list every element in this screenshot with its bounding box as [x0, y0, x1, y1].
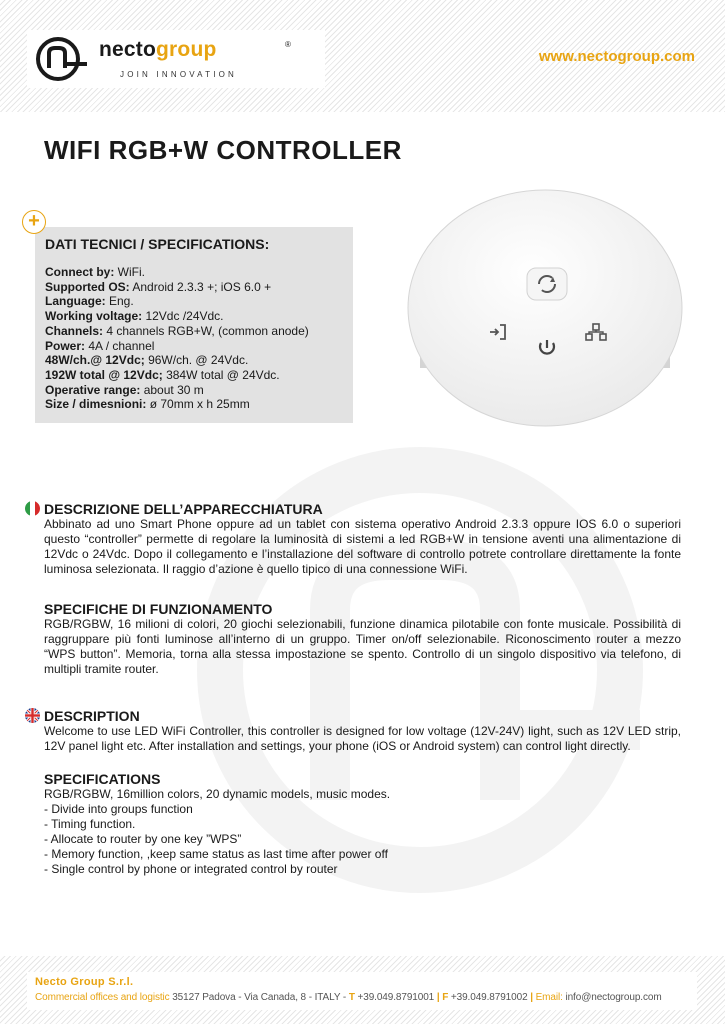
plus-badge-icon: +: [22, 210, 46, 234]
logo-name-part1: necto: [99, 38, 157, 61]
italian-description-section: [44, 501, 681, 577]
english-spec-bullets: [44, 802, 681, 877]
footer-address: 35127 Padova - Via Canada, 8 - ITALY -: [169, 992, 349, 1003]
footer-email-label: Email:: [532, 992, 563, 1003]
english-spec-heading: SPECIFICATIONS: [44, 771, 161, 787]
specs-list: [45, 265, 309, 412]
italian-spec-section: [44, 601, 681, 677]
logo: [27, 30, 325, 88]
spec-line: Operative range: about 30 m: [45, 382, 204, 397]
logo-tagline: JOIN INNOVATION: [120, 70, 238, 79]
footer-fax: +39.049.8791002: [448, 992, 531, 1003]
spec-line: Working voltage: 12Vdc /24Vdc.: [45, 309, 224, 324]
list-item: - Divide into groups function: [44, 802, 193, 816]
logo-name-part2: group: [156, 38, 217, 61]
registered-mark: ®: [285, 40, 291, 49]
uk-flag-icon: [25, 708, 40, 723]
page-title: WIFI RGB+W CONTROLLER: [44, 135, 402, 165]
english-description-section: [44, 708, 681, 754]
italian-spec-heading: SPECIFICHE DI FUNZIONAMENTO: [44, 601, 273, 617]
italian-description-text: Abbinato ad uno Smart Phone oppure ad un tablet con sistema operativo Android 2.3.3 oppure IOS 6.0 o superiori questo “controller” permette di regolare la luminosità di sistemi a led RGB+W in tensione aventi una alimentazione di 12Vdc o 24Vdc. Dopo il collegamento e l’installazione del software di controllo potrete controllare direttamente la fonte luminosa selezionata. Il raggio d’azione è quello tipico di una connessione WiFi.: [44, 517, 681, 576]
footer-company: Necto Group S.r.l.: [35, 976, 134, 988]
footer-offices-label: Commercial offices and logistic: [35, 992, 170, 1003]
list-item: - Timing function.: [44, 817, 136, 831]
list-item: - Memory function, ,keep same status as last time after power off: [44, 847, 388, 861]
controller-device-image: [400, 178, 690, 428]
logo-wordmark: [99, 38, 217, 62]
footer: [27, 972, 697, 1010]
spec-line: Size / dimesnioni: ø 70mm x h 25mm: [45, 397, 250, 412]
spec-line: Power: 4A / channel: [45, 338, 155, 353]
italy-flag-icon: [25, 501, 40, 516]
english-description-text: Welcome to use LED WiFi Controller, this controller is designed for low voltage (12V-24V) light, such as 12V LED strip, 12V panel light etc. After installation and settings, your phone (iOS or Android system) can control light directly.: [44, 724, 681, 753]
spec-line: Supported OS: Android 2.3.3 +; iOS 6.0 +: [45, 279, 272, 294]
footer-separator: |: [436, 992, 440, 1003]
spec-line: Channels: 4 channels RGB+W, (common anode): [45, 323, 309, 338]
specs-box: [35, 227, 353, 423]
website-link[interactable]: www.nectogroup.com: [538, 48, 695, 65]
spec-line: Connect by: WiFi.: [45, 265, 145, 279]
list-item: - Single control by phone or integrated control by router: [44, 862, 338, 876]
specs-heading: DATI TECNICI / SPECIFICATIONS:: [45, 236, 270, 252]
necto-logo-mark-icon: [35, 36, 89, 82]
english-spec-intro: RGB/RGBW, 16million colors, 20 dynamic models, music modes.: [44, 787, 391, 801]
footer-fax-key: F: [439, 992, 449, 1003]
footer-phone: +39.049.8791001: [354, 992, 437, 1003]
english-description-heading: DESCRIPTION: [44, 708, 140, 724]
footer-separator: |: [530, 992, 533, 1003]
italian-description-heading: DESCRIZIONE DELL’APPARECCHIATURA: [44, 501, 323, 517]
spec-line: Language: Eng.: [45, 294, 134, 309]
list-item: - Allocate to router by one key ”WPS”: [44, 832, 242, 846]
english-spec-section: [44, 771, 681, 877]
footer-contact-line: [35, 992, 662, 1003]
footer-phone-key: T: [348, 992, 355, 1003]
spec-line: 192W total @ 12Vdc; 384W total @ 24Vdc.: [45, 367, 280, 382]
italian-spec-text: RGB/RGBW, 16 milioni di colori, 20 giochi selezionabili, funzione dinamica pilotabile con fonte musicale. Possibilità di raggruppare più fonti luminose all’interno di un gruppo. Timer on/off selezionabile. Riconoscimento router a mezzo “WPS button”. Memoria, torna alla stessa impostazione se spento. Controllo di un singolo dispositivo via telefono, di multipli tramite router.: [44, 617, 681, 676]
spec-line: 48W/ch.@ 12Vdc; 96W/ch. @ 24Vdc.: [45, 353, 249, 368]
footer-email-link[interactable]: info@nectogroup.com: [562, 992, 662, 1003]
